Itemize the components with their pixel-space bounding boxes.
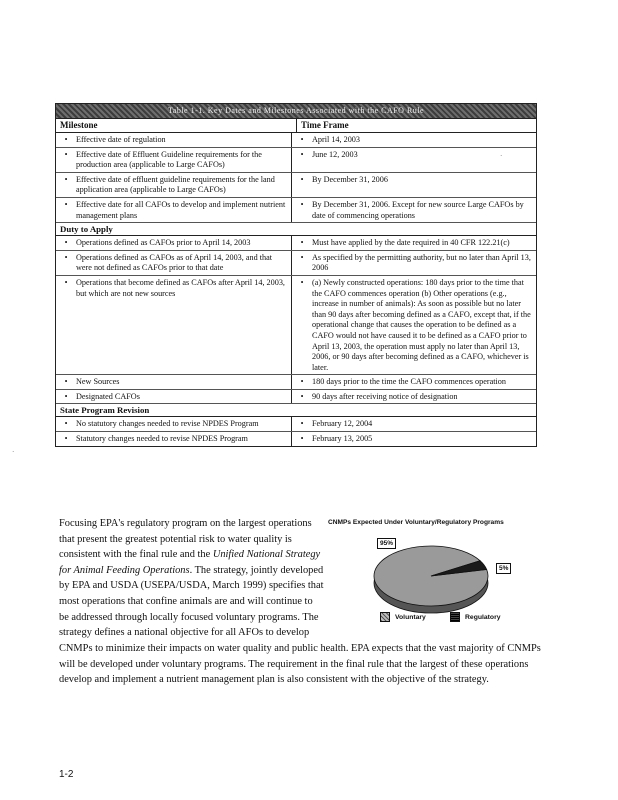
- table-row: [56, 133, 536, 148]
- cnmp-pie-chart: [328, 516, 542, 631]
- milestone-cell: [56, 417, 292, 431]
- time-frame-text: February 12, 2004: [312, 419, 373, 429]
- scan-speck: ·: [500, 152, 503, 160]
- bullet: •: [64, 277, 68, 287]
- column-header-time-frame: Time Frame: [301, 120, 349, 130]
- bullet: •: [300, 434, 304, 444]
- table-title: Table 1-1. Key Dates and Milestones Associated with the CAFO Rule: [56, 104, 536, 119]
- column-header-milestone: Milestone: [56, 119, 297, 132]
- legend-swatch-voluntary: [380, 612, 390, 622]
- milestone-text: Designated CAFOs: [76, 391, 140, 401]
- time-frame-text: By December 31, 2006: [312, 174, 388, 184]
- milestones-table: [55, 103, 537, 447]
- table-row: [56, 375, 536, 390]
- bullet: •: [300, 135, 304, 144]
- milestone-text: Effective date for all CAFOs to develop and implement nutrient management plans: [76, 199, 286, 220]
- data-label-voluntary: 95%: [377, 538, 396, 549]
- bullet: •: [64, 238, 68, 248]
- milestone-text: Effective date of Effluent Guideline requirements for the production area (applicable to Large CAFOs): [76, 149, 262, 170]
- legend-label-regulatory: Regulatory: [465, 613, 501, 621]
- table-header: [56, 119, 536, 133]
- milestone-text: New Sources: [76, 377, 120, 387]
- chart-title: CNMPs Expected Under Voluntary/Regulatory Programs: [328, 519, 504, 526]
- milestone-text: Effective date of regulation: [76, 135, 166, 144]
- table-body: [56, 133, 536, 446]
- bullet: •: [300, 377, 304, 387]
- time-frame-cell: [292, 133, 536, 147]
- bullet: •: [64, 434, 68, 444]
- time-frame-text: Must have applied by the date required in 40 CFR 122.21(c): [312, 238, 510, 248]
- time-frame-text: 180 days prior to the time the CAFO commences operation: [312, 377, 506, 387]
- bullet: •: [64, 419, 68, 429]
- milestone-cell: [56, 375, 292, 389]
- table-row: [56, 148, 536, 173]
- table-row: [56, 198, 536, 223]
- bullet: •: [300, 238, 304, 248]
- time-frame-text: June 12, 2003: [312, 149, 358, 159]
- bullet: •: [64, 199, 68, 209]
- time-frame-text: April 14, 2003: [312, 135, 360, 144]
- bullet: •: [300, 199, 304, 209]
- time-frame-cell: [292, 390, 536, 404]
- milestone-cell: [56, 251, 292, 275]
- bullet: •: [300, 391, 304, 401]
- para1-text-start: Focusing EPA's regulatory program on the largest operations that present the greatest potential risk to water quality is consistent with the final rule and the: [59, 518, 312, 561]
- bullet: •: [64, 252, 68, 262]
- time-frame-text: As specified by the permitting authority, but no later than April 13, 2006: [312, 252, 531, 273]
- page-number: 1-2: [59, 769, 74, 780]
- table-row: [56, 236, 536, 251]
- table-row: [56, 276, 536, 375]
- milestone-text: Effective date of effluent guideline requirements for the land application area (applicable to Large CAFOs): [76, 174, 275, 195]
- milestone-text: Operations defined as CAFOs prior to April 14, 2003: [76, 238, 251, 248]
- milestone-text: Operations that become defined as CAFOs after April 14, 2003, but which are not new sources: [76, 277, 285, 298]
- milestone-cell: [56, 133, 292, 147]
- milestone-cell: [56, 236, 292, 250]
- time-frame-cell: [292, 198, 536, 222]
- legend-label-voluntary: Voluntary: [395, 613, 426, 621]
- bullet: •: [64, 174, 68, 184]
- time-frame-text: 90 days after receiving notice of designation: [312, 391, 458, 401]
- milestone-text: Operations defined as CAFOs as of April 14, 2003, and that were not defined as CAFOs prior to that date: [76, 252, 273, 273]
- time-frame-cell: [292, 432, 536, 446]
- time-frame-cell: [292, 276, 536, 374]
- time-frame-cell: [292, 251, 536, 275]
- table-row: [56, 390, 536, 405]
- table-row: [56, 432, 536, 446]
- bullet: •: [64, 391, 68, 401]
- data-label-regulatory: 5%: [496, 563, 511, 574]
- table-row: [56, 251, 536, 276]
- bullet: •: [64, 135, 68, 144]
- bullet: •: [300, 149, 304, 159]
- milestone-text: Statutory changes needed to revise NPDES Program: [76, 434, 248, 444]
- body-paragraph-2: CNMPs to minimize their impacts on water quality and public health. EPA expects that the vast majority of CNMPs will be developed under voluntary programs. The requirement in the final rule that the largest of these operations develop and implement a nutrient management plan is also consistent with the objective of the strategy.: [59, 643, 541, 686]
- time-frame-cell: [292, 417, 536, 431]
- time-frame-text: (a) Newly constructed operations: 180 days prior to the time that the CAFO commences operation (b) Other operations (e.g., increase in number of animals): As soon as possible but no later than 90 days after becoming defined as a CAFO, except that, if the operational change that causes the operation to be defined as a CAFO would not have caused it to be defined as a CAFO prior to April 13, 2003, the operation must apply no later than April 13, 2006, or 90 days after becoming defined as a CAFO, whichever is later.: [312, 277, 531, 372]
- bullet: •: [300, 252, 304, 262]
- bullet: •: [300, 419, 304, 429]
- bullet: •: [300, 174, 304, 184]
- milestone-cell: [56, 390, 292, 404]
- bullet: •: [64, 377, 68, 387]
- table-row: [56, 173, 536, 198]
- legend-item-regulatory: [450, 612, 501, 622]
- time-frame-cell: [292, 375, 536, 389]
- milestone-cell: [56, 148, 292, 172]
- body-paragraph-1: [59, 516, 325, 641]
- legend-item-voluntary: [380, 612, 426, 622]
- strategy-title: Unified National Strategy for Animal Feeding Operations: [59, 549, 321, 576]
- time-frame-cell: [292, 173, 536, 197]
- milestone-text: No statutory changes needed to revise NPDES Program: [76, 419, 259, 429]
- legend-swatch-regulatory: [450, 612, 460, 622]
- bullet: •: [300, 277, 304, 287]
- para1-text-end: . The strategy, jointly developed by EPA and USDA (USEPA/USDA, March 1999) specifies that most operations that confine animals are and will continue to be addressed through locally focused voluntary programs. The strategy defines a national objective for all AFOs to develop: [59, 564, 324, 639]
- milestone-cell: [56, 276, 292, 374]
- bullet: •: [64, 149, 68, 159]
- milestone-cell: [56, 173, 292, 197]
- time-frame-text: February 13, 2005: [312, 434, 373, 444]
- table-row: [56, 417, 536, 432]
- scan-speck: ·: [12, 448, 15, 456]
- time-frame-text: By December 31, 2006. Except for new source Large CAFOs by date of commencing operations: [312, 199, 524, 220]
- time-frame-cell: [292, 236, 536, 250]
- milestone-cell: [56, 198, 292, 222]
- table-section-heading: Duty to Apply: [56, 223, 536, 236]
- table-section-heading: State Program Revision: [56, 404, 536, 417]
- milestone-cell: [56, 432, 292, 446]
